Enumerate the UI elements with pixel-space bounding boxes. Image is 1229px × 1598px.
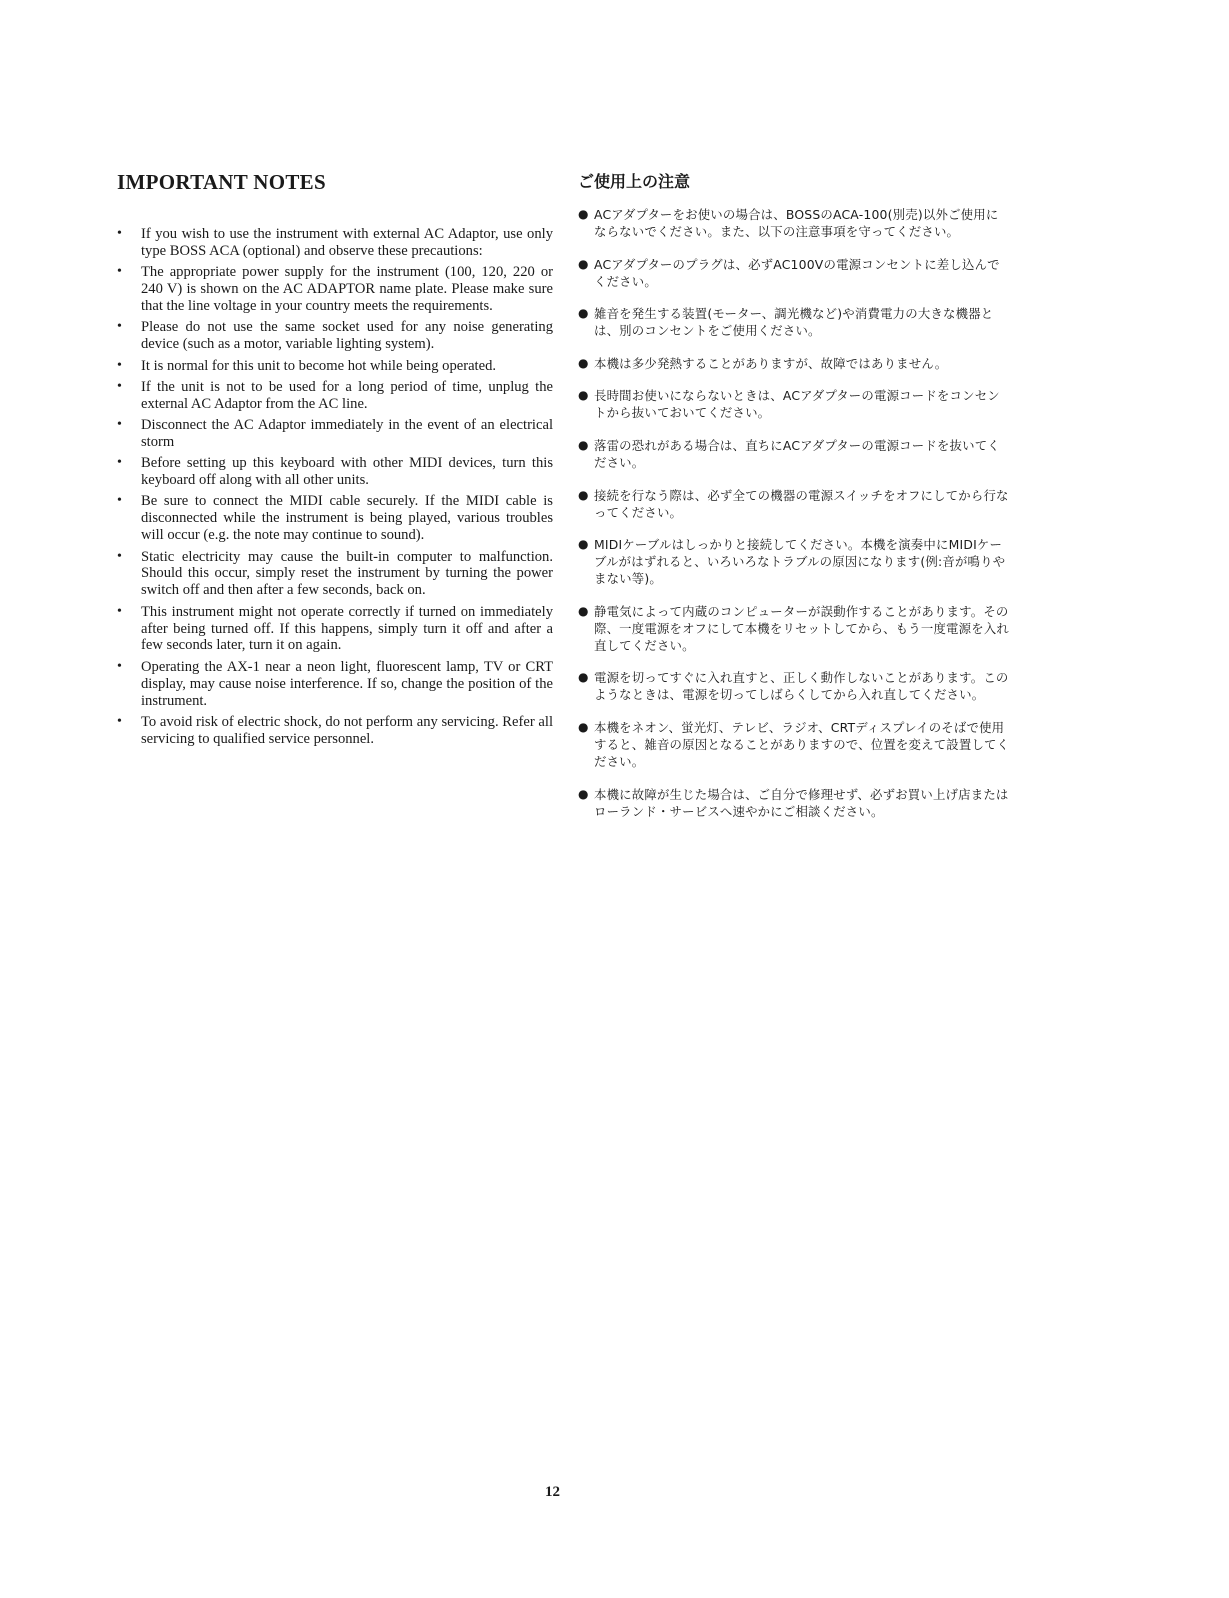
list-item: • To avoid risk of electric shock, do not perform any servicing. Refer all servicing to qualified service personnel. [117, 713, 553, 747]
list-item: • Disconnect the AC Adaptor immediately in the event of an electrical storm [117, 417, 553, 450]
page-number: 12 [545, 1484, 560, 1500]
list-item: ● ACアダプターのプラグは、必ずAC100Vの電源コンセントに差し込んでください。 [578, 256, 1000, 289]
bullet-icon: ● [578, 603, 589, 618]
bullet-icon: • [117, 378, 122, 394]
list-item: ● 本機に故障が生じた場合は、ご自分で修理せず、必ずお買い上げ店またはローランド・サービスへ速やかにご相談ください。 [578, 786, 1009, 819]
list-item: ● MIDIケーブルはしっかりと接続してください。本機を演奏中にMIDIケーブルがはずれると、いろいろなトラブルの原因になります(例:音が鳴りやまない等)。 [578, 537, 1006, 587]
japanese-column [578, 170, 1010, 835]
bullet-icon: ● [578, 537, 589, 552]
bullet-icon: ● [578, 437, 589, 452]
list-item: ● 本機は多少発熱することがありますが、故障ではありません。 [578, 355, 948, 371]
list-item: ● 本機をネオン、蛍光灯、テレビ、ラジオ、CRTディスプレイのそばで使用すると、雑音の原因となることがありますので、位置を変えて設置してください。 [578, 719, 1010, 769]
bullet-icon: • [117, 658, 122, 674]
list-item: ● 長時間お使いにならないときは、ACアダプターの電源コードをコンセントから抜いておいてください。 [578, 388, 1000, 421]
bullet-icon: ● [578, 388, 589, 403]
list-item: • This instrument might not operate correctly if turned on immediately after being turned off. If this happens, simply turn it off and after a few seconds later, turn it on again. [117, 603, 553, 654]
list-item: ● 電源を切ってすぐに入れ直すと、正しく動作しないことがあります。このようなときは、電源を切ってしばらくしてから入れ直してください。 [578, 670, 1009, 703]
bullet-icon: ● [578, 306, 589, 321]
bullet-icon: • [117, 417, 122, 433]
bullet-icon: ● [578, 256, 589, 271]
bullet-icon: ● [578, 719, 589, 734]
bullet-icon: ● [578, 786, 589, 801]
list-item: ● 落雷の恐れがある場合は、直ちにACアダプターの電源コードを抜いてください。 [578, 437, 1000, 470]
english-notes-list [117, 226, 553, 748]
list-item: ● 雑音を発生する装置(モーター、調光機など)や消費電力の大きな機器とは、別のコンセントをご使用ください。 [578, 306, 994, 339]
bullet-icon: • [117, 357, 122, 373]
bullet-icon: • [117, 264, 122, 280]
bullet-icon: ● [578, 355, 589, 370]
bullet-icon: • [117, 319, 122, 335]
bullet-icon: • [117, 603, 122, 619]
bullet-icon: • [117, 493, 122, 509]
bullet-icon: • [117, 713, 122, 729]
bullet-icon: • [117, 455, 122, 471]
list-item: • Please do not use the same socket used for any noise generating device (such as a motor, variable lighting system). [117, 319, 553, 353]
japanese-heading: ご使用上の注意 [578, 172, 691, 191]
english-heading: IMPORTANT NOTES [117, 170, 326, 194]
list-item: • If the unit is not to be used for a long period of time, unplug the external AC Adaptor from the AC line. [117, 378, 553, 412]
list-item: ● ACアダプターをお使いの場合は、BOSSのACA-100(別売)以外ご使用にならないでください。また、以下の注意事項を守ってください。 [578, 207, 999, 239]
list-item: • Before setting up this keyboard with other MIDI devices, turn this keyboard off along with all other units. [117, 455, 553, 489]
list-item: • The appropriate power supply for the instrument (100, 120, 220 or 240 V) is shown on the AC ADAPTOR name plate. Please make sure that the line voltage in your country meets the requirements. [117, 264, 553, 315]
list-item: • Operating the AX-1 near a neon light, fluorescent lamp, TV or CRT display, may cause noise interference. If so, change the position of the instrument. [117, 658, 553, 709]
list-item: • Static electricity may cause the built-in computer to malfunction. Should this occur, simply reset the instrument by turning the power switch off and then after a few seconds, back on. [117, 548, 553, 599]
bullet-icon: ● [578, 670, 589, 685]
english-column [117, 170, 553, 752]
list-item: • Be sure to connect the MIDI cable securely. If the MIDI cable is disconnected while the instrument is being played, various troubles will occur (e.g. the note may continue to sound). [117, 493, 553, 544]
japanese-notes-list [578, 206, 1010, 820]
bullet-icon: ● [578, 207, 589, 221]
bullet-icon: • [117, 226, 122, 241]
list-item: • If you wish to use the instrument with external AC Adaptor, use only type BOSS ACA (optional) and observe these precautions: [117, 226, 553, 259]
bullet-icon: ● [578, 487, 589, 502]
bullet-icon: • [117, 548, 122, 564]
list-item: • It is normal for this unit to become hot while being operated. [117, 357, 497, 374]
list-item: ● 静電気によって内蔵のコンピューターが誤動作することがあります。その際、一度電源をオフにして本機をリセットしてから、もう一度電源を入れ直してください。 [578, 603, 1009, 653]
list-item: ● 接続を行なう際は、必ず全ての機器の電源スイッチをオフにしてから行なってください。 [578, 487, 1009, 520]
